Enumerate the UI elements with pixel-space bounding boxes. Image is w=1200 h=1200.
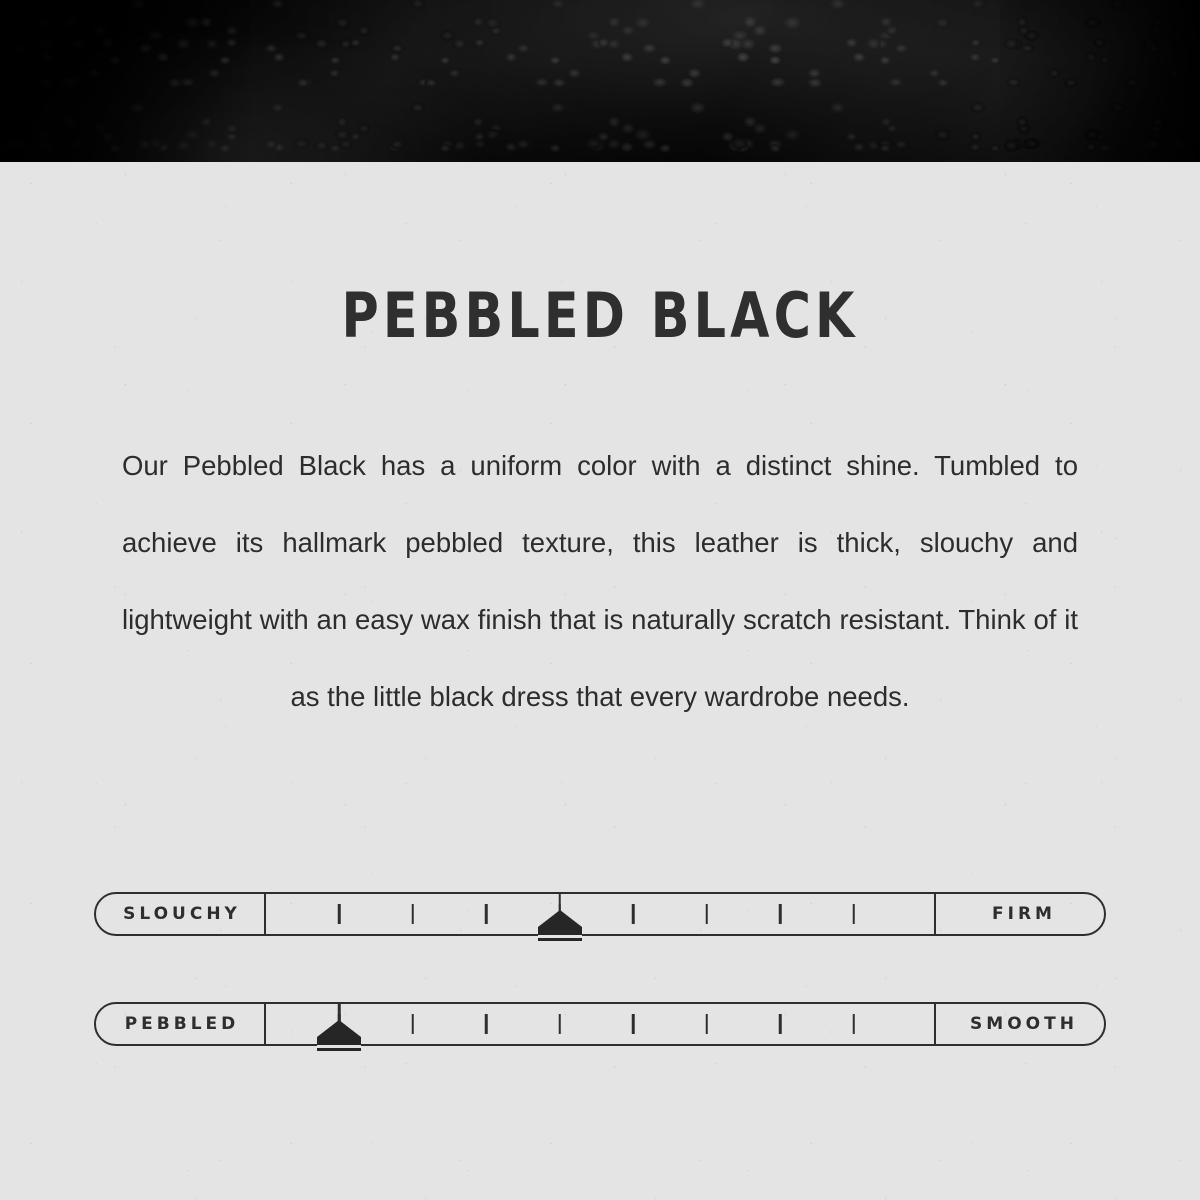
scale-firmness-right-label: FIRM <box>934 892 1106 936</box>
scale-firmness-ticks <box>266 892 934 936</box>
scale-texture-ticks <box>266 1002 934 1046</box>
leather-right-shadow <box>1000 0 1200 162</box>
scale-tick <box>853 904 856 924</box>
scale-tick <box>779 1014 782 1034</box>
scale-tick <box>485 904 488 924</box>
marker-body-icon <box>538 927 582 941</box>
hero-leather-image <box>0 0 1200 162</box>
marker-slot-icon <box>317 1045 361 1048</box>
scale-tick <box>412 1014 415 1034</box>
marker-body-icon <box>317 1037 361 1051</box>
scale-firmness <box>94 892 1106 936</box>
marker-arrow-icon <box>538 910 582 927</box>
page-title: PEBBLED BLACK <box>341 279 859 352</box>
leather-left-shadow <box>0 0 250 162</box>
scale-texture <box>94 1002 1106 1046</box>
scale-firmness-left-label: SLOUCHY <box>94 892 266 936</box>
description-text: Our Pebbled Black has a uniform color with a distinct shine. Tumbled to achieve its hallmark pebbled texture, this leather is thick, slouchy and lightweight with an easy wax finish that is naturally scratch resistant. Think of it as the little black dress that every wardrobe needs. <box>122 450 1078 712</box>
scale-tick <box>559 1014 562 1034</box>
scale-tick <box>412 904 415 924</box>
info-panel <box>0 162 1200 1200</box>
scale-tick <box>706 1014 709 1034</box>
scale-tick <box>632 904 635 924</box>
marker-arrow-icon <box>317 1020 361 1037</box>
marker-slot-icon <box>538 935 582 938</box>
scale-tick <box>632 1014 635 1034</box>
scale-tick <box>706 904 709 924</box>
scale-tick <box>779 904 782 924</box>
scale-texture-left-label: PEBBLED <box>94 1002 266 1046</box>
scale-tick <box>485 1014 488 1034</box>
scale-tick <box>853 1014 856 1034</box>
scale-tick <box>338 904 341 924</box>
attribute-scales <box>0 892 1200 1046</box>
scale-texture-right-label: SMOOTH <box>934 1002 1106 1046</box>
